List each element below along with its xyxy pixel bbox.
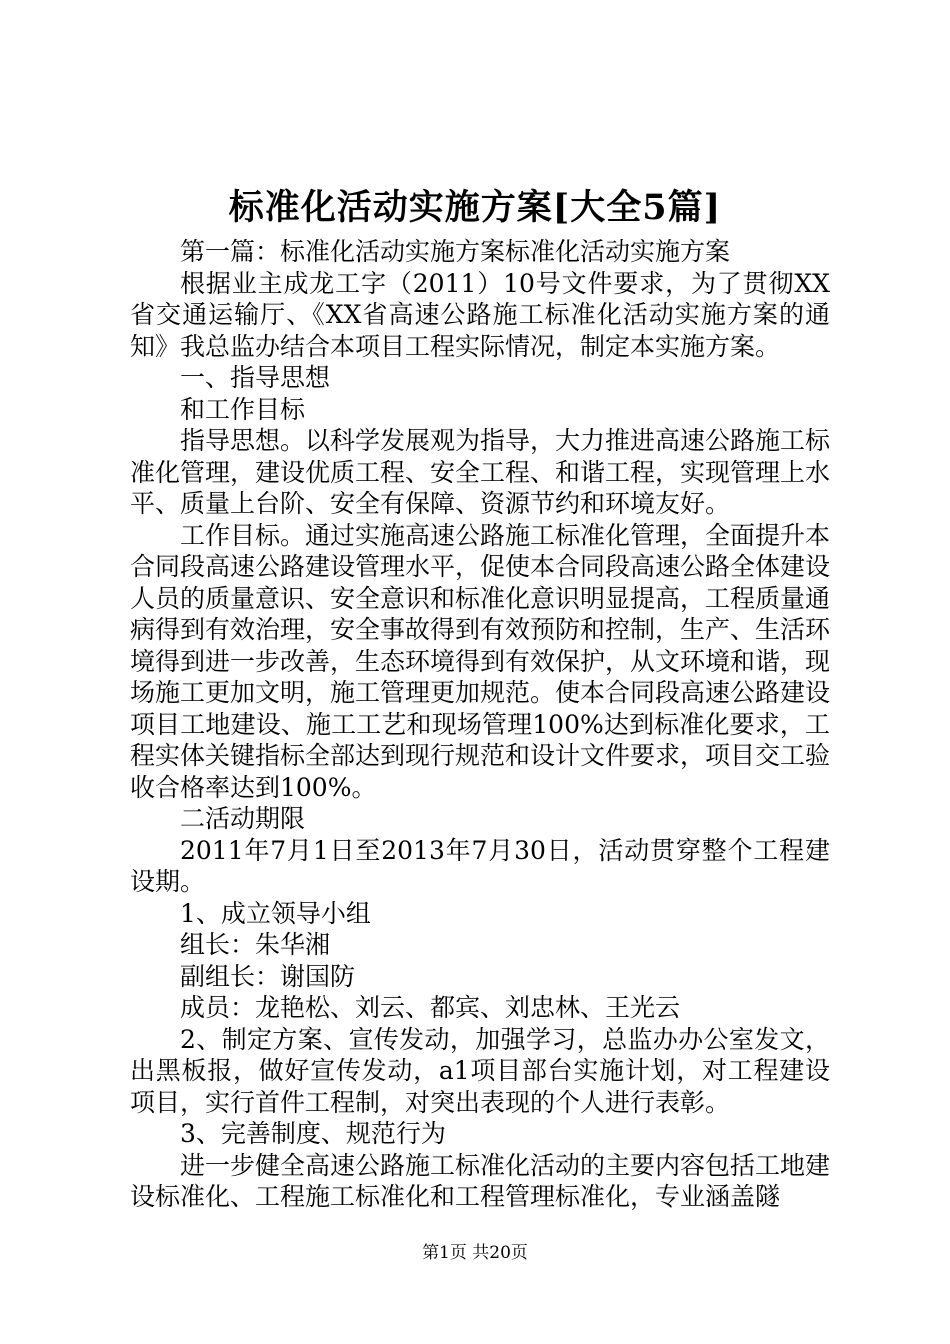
paragraph: 进一步健全高速公路施工标准化活动的主要内容包括工地建设标准化、工程施工标准化和工程管理标准化，专业涵盖隧: [130, 1150, 831, 1211]
page-footer: 第1页 共20页: [422, 1243, 528, 1263]
paragraph: 第一篇：标准化活动实施方案标准化活动实施方案: [180, 237, 731, 266]
paragraph: 成员：龙艳松、刘云、都宾、刘忠林、王光云: [180, 993, 681, 1022]
paragraph: 指导思想。以科学发展观为指导，大力推进高速公路施工标准化管理，建设优质工程、安全工程、和谐工程，实现管理上水平、质量上台阶、安全有保障、资源节约和环境友好。: [130, 426, 831, 518]
paragraph: 3、完善制度、规范行为: [180, 1119, 446, 1148]
paragraph: 根据业主成龙工字（2011）10号文件要求，为了贯彻XX省交通运输厅、《XX省高速公路施工标准化活动实施方案的通知》我总监办结合本项目工程实际情况，制定本实施方案。: [130, 268, 830, 361]
paragraph: 1、成立领导小组: [180, 898, 371, 928]
paragraph: 2、制定方案、宣传发动，加强学习，总监办办公室发文，出黑板报，做好宣传发动，a1项目部台实施计划，对工程建设项目，实行首件工程制，对突出表现的个人进行表彰。: [130, 1024, 830, 1117]
paragraph: 工作目标。通过实施高速公路施工标准化管理，全面提升本合同段高速公路建设管理水平，促使本合同段高速公路全体建设人员的质量意识、安全意识和标准化意识明显提高，工程质量通病得到有效治理，安全事故得到有效预防和控制，生产、生活环境得到进一步改善，生态环境得到有效保护，从文环境和谐，现场施工更加文明，施工管理更加规范。使本合同段高速公路建设项目工地建设、施工工艺和现场管理100%达到标准化要求，工程实体关键指标全部达到现行规范和设计文件要求，项目交工验收合格率达到100%。: [130, 520, 831, 802]
paragraph: 一、指导思想: [180, 363, 331, 392]
paragraph: 和工作目标: [180, 394, 306, 424]
paragraph: 组长：朱华湘: [180, 930, 331, 959]
paragraph: 二活动期限: [180, 804, 306, 833]
document-title: 标准化活动实施方案[大全5篇]: [228, 187, 722, 228]
document-body: [130, 236, 830, 1213]
paragraph: 副组长：谢国防: [180, 961, 356, 991]
paragraph: 2011年7月1日至2013年7月30日，活动贯穿整个工程建设期。: [130, 835, 830, 896]
